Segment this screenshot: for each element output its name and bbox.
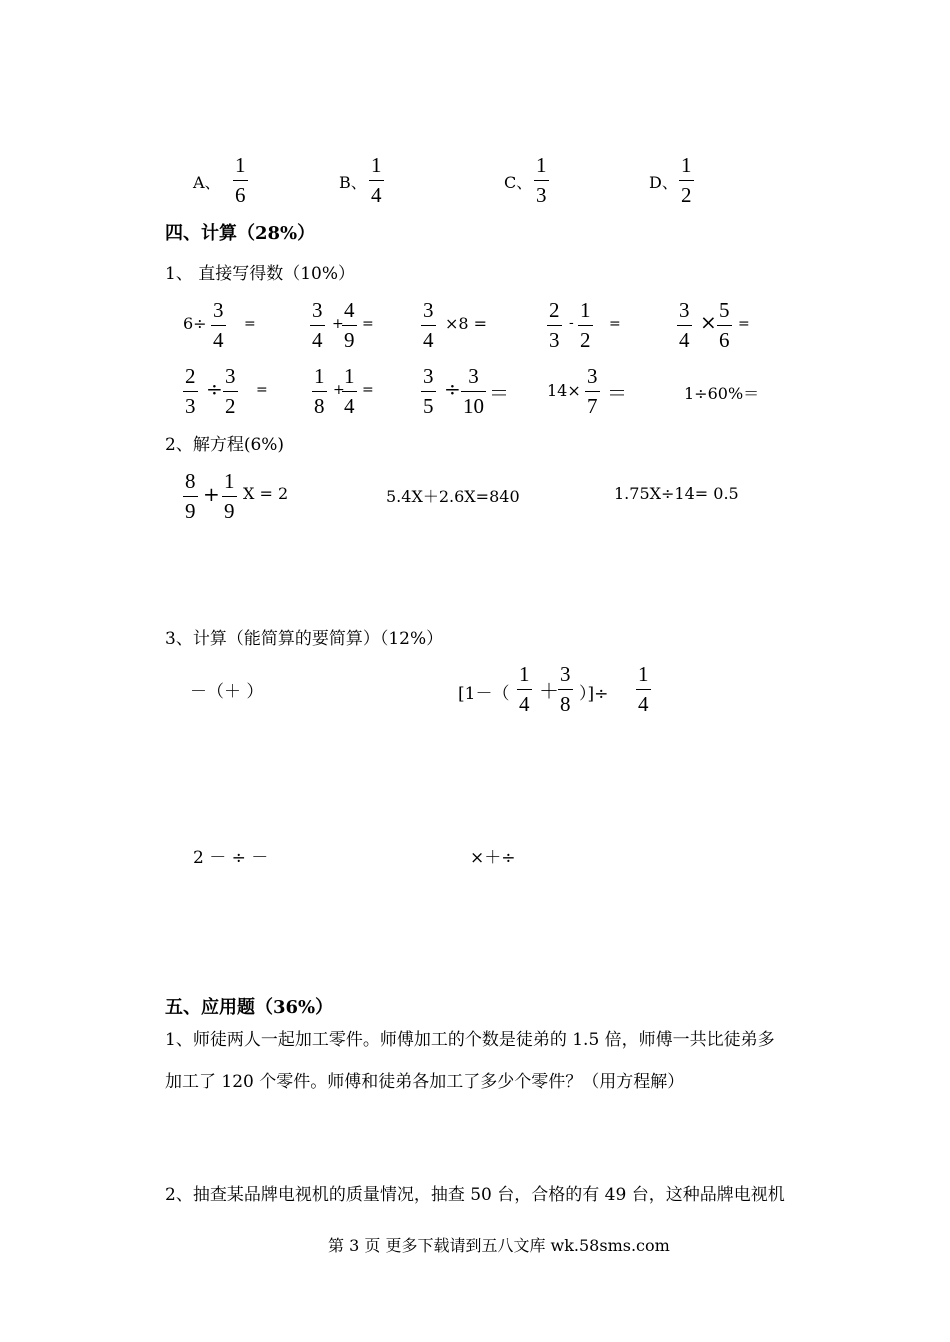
- fraction: 1 8: [314, 364, 325, 418]
- operator: ÷: [444, 377, 461, 401]
- fraction: 2 3: [185, 364, 196, 418]
- fraction: 3 5: [423, 364, 434, 418]
- fraction: 3 8: [560, 662, 571, 716]
- section4-title: 四、计算（28%）: [165, 223, 316, 244]
- operator: ×: [700, 310, 717, 334]
- problem-1-line-2: 加工了 120 个零件。师傅和徒弟各加工了多少个零件？（用方程解）: [165, 1072, 685, 1092]
- equals-sign: ＝: [489, 381, 509, 405]
- fraction: 1 2: [580, 298, 591, 352]
- calc-problem-3: 2 － ÷ －: [193, 848, 269, 868]
- fraction: 1 4: [519, 662, 530, 716]
- equals-sign: =: [244, 316, 256, 332]
- equals-sign: =: [362, 382, 374, 398]
- expr-text: ）]÷: [579, 684, 609, 704]
- expr-text: [1－（: [458, 684, 510, 704]
- equals-sign: ＝: [607, 381, 627, 405]
- fraction: 2 3: [549, 298, 560, 352]
- q2-title: 2、解方程(6%): [165, 435, 285, 455]
- operator: +: [332, 316, 344, 332]
- operator: ＋: [539, 679, 559, 703]
- calc-problem-4: ×＋÷: [470, 848, 516, 868]
- option-c-fraction: 1 3: [536, 153, 547, 207]
- fraction: 1 9: [224, 469, 235, 523]
- fraction: 3 4: [679, 298, 690, 352]
- equals-sign: =: [609, 316, 621, 332]
- fraction: 4 9: [344, 298, 355, 352]
- expr-text: 1÷60%＝: [684, 384, 760, 403]
- expr-text: 6÷: [183, 314, 207, 333]
- q1-title: 1、 直接写得数（10%）: [165, 264, 356, 284]
- fraction: 8 9: [185, 469, 196, 523]
- option-b-fraction: 1 4: [371, 153, 382, 207]
- q3-title: 3、计算（能简算的要简算）（12%）: [165, 629, 444, 649]
- fraction: 1 4: [638, 662, 649, 716]
- operator: +: [333, 382, 345, 398]
- equation-3: 1.75X÷14= 0.5: [614, 484, 739, 503]
- fraction: 3 2: [225, 364, 236, 418]
- calc-problem-1: －（＋ ）: [190, 682, 264, 702]
- operator: ÷: [206, 377, 223, 401]
- expr-text: 14×: [547, 381, 581, 400]
- option-d-fraction: 1 2: [681, 153, 692, 207]
- equation-2: 5.4X＋2.6X=840: [386, 487, 520, 506]
- operator: +: [203, 482, 220, 506]
- equals-sign: =: [738, 316, 750, 332]
- fraction: 3 4: [213, 298, 224, 352]
- operator: -: [569, 315, 574, 331]
- problem-2-line-1: 2、抽查某品牌电视机的质量情况，抽查 50 台，合格的有 49 台，这种品牌电视机: [165, 1185, 785, 1205]
- option-a-fraction: 1 6: [235, 153, 246, 207]
- fraction: 3 4: [423, 298, 434, 352]
- problem-1-line-1: 1、师徒两人一起加工零件。师傅加工的个数是徒弟的 1.5 倍，师傅一共比徒弟多: [165, 1030, 775, 1050]
- option-d-label: D、: [649, 173, 678, 192]
- fraction: 3 7: [587, 364, 598, 418]
- fraction: 5 6: [719, 298, 730, 352]
- option-a-label: A、: [193, 173, 221, 192]
- fraction: 3 10: [463, 364, 484, 418]
- page-footer: 第 3 页 更多下载请到五八文库 wk.58sms.com: [328, 1236, 670, 1255]
- option-c-label: C、: [504, 173, 533, 192]
- fraction: 1 4: [344, 364, 355, 418]
- section5-title: 五、应用题（36%）: [165, 997, 334, 1018]
- expr-text: X = 2: [243, 484, 289, 503]
- equals-sign: =: [256, 382, 268, 398]
- equals-sign: =: [362, 316, 374, 332]
- fraction: 3 4: [312, 298, 323, 352]
- option-b-label: B、: [339, 173, 367, 192]
- expr-text: ×8 =: [445, 314, 488, 333]
